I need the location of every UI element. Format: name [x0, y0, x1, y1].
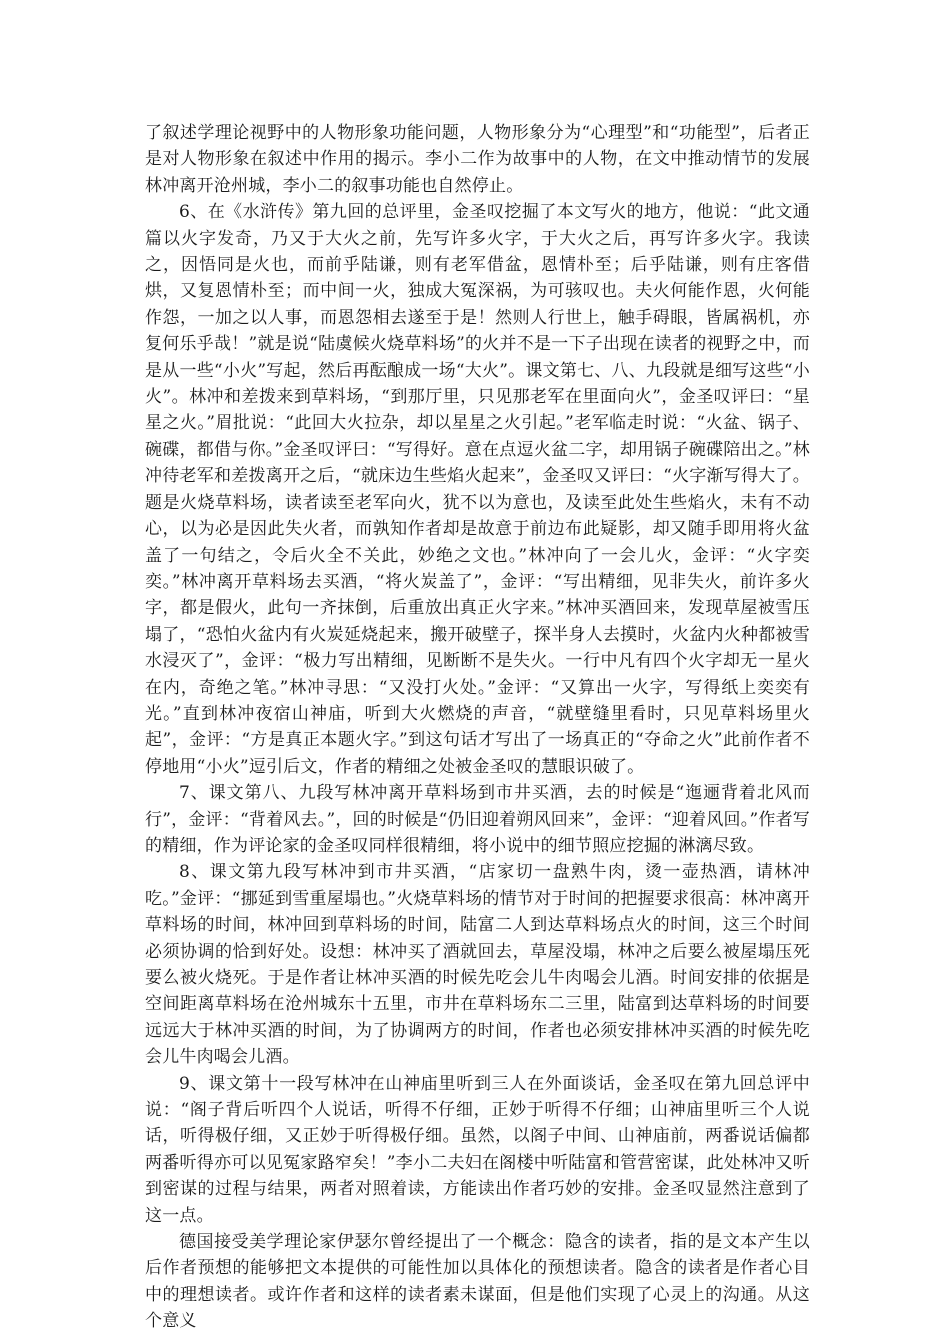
- paragraph-9-dialogue: 9、课文第十一段写林冲在山神庙里听到三人在外面谈话，金圣叹在第九回总评中说：“阁子背后听四个人说话，听得不仔细，正妙于听得不仔细；山神庙里听三个人说话，听得极仔细，又正妙于听得极仔细。虽然，以阁子中间、山神庙前，两番说话偏都两番听得亦可以见冤家路窄矣！”李小二夫妇在阁楼中听陆富和管营密谋，此处林冲又听到密谋的过程与结果，两者对照着读，方能读出作者巧妙的安排。金圣叹显然注意到了这一点。: [145, 1073, 810, 1226]
- paragraph-6-fire: 6、在《水浒传》第九回的总评里，金圣叹挖掘了本文写火的地方，他说：“此文通篇以火字发奇，乃又于大火之前，先写许多火字，于大火之后，再写许多火字。我读之，因悟同是火也，而前乎陆谦，则有老军借盆，恩情朴至；后乎陆谦，则有庄客借烘，又复恩情朴至；而中间一火，独成大冤深祸，为可骇叹也。夫火何能作恩，火何能作怨，一加之以人事，而恩怨相去遂至于是！然则人行世上，触手碍眼，皆属祸机，亦复何乐乎哉！”就是说“陆虞候火烧草料场”的火并不是一下子出现在读者的视野之中，而是从一些“小火”写起，然后再酝酿成一场“大火”。课文第七、八、九段就是细写这些“小火”。林冲和差拨来到草料场，“到那厅里，只见那老军在里面向火”，金圣叹评曰：“星星之火。”眉批说：“此回大火拉杂，却以星星之火引起。”老军临走时说：“火盆、锅子、碗碟，都借与你。”金圣叹评曰：“写得好。意在点逗火盆二字，却用锅子碗碟陪出之。”林冲待老军和差拨离开之后，“就床边生些焰火起来”，金圣叹又评曰：“火字渐写得大了。题是火烧草料场，读者读至老军向火，犹不以为意也，及读至此处生些焰火，未有不动心，以为必是因此失火者，而孰知作者却是故意于前边布此疑影，却又随手即用将火盆盖了一句结之，令后火全不关此，妙绝之文也。”林冲向了一会儿火，金评：“火字奕奕。”林冲离开草料场去买酒，“将火炭盖了”，金评：“写出精细，见非失火，前许多火字，都是假火，此句一齐抹倒，后重放出真正火字来。”林冲买酒回来，发现草屋被雪压塌了，“恐怕火盆内有火炭延烧起来，搬开破壁子，探半身人去摸时，火盆内火种都被雪水浸灭了”，金评：“极力写出精细，见断断不是失火。一行中凡有四个火字却无一星火在内，奇绝之笔。”林冲寻思：“又没打火处。”金评：“又算出一火字，写得纸上奕奕有光。”直到林冲夜宿山神庙，听到大火燃烧的声音，“就壁缝里看时，只见草料场里火起”，金评：“方是真正本题火字。”到这句话才写出了一场真正的“夺命之火”此前作者不停地用“小火”逗引后文，作者的精细之处被金圣叹的慧眼识破了。: [145, 202, 810, 777]
- paragraph-8-time: 8、课文第九段写林冲到市井买酒，“店家切一盘熟牛肉，烫一壶热酒，请林冲吃。”金评：“挪延到雪重屋塌也。”火烧草料场的情节对于时间的把握要求很高：林冲离开草料场的时间，林冲回到草料场的时间，陆富二人到达草料场点火的时间，这三个时间必须协调的恰到好处。设想：林冲买了酒就回去，草屋没塌，林冲之后要么被屋塌压死要么被火烧死。于是作者让林冲买酒的时候先吃会儿牛肉喝会儿酒。时间安排的依据是空间距离草料场在沧州城东十五里，市井在草料场东二三里，陆富到达草料场的时间要远远大于林冲买酒的时间，为了协调两方的时间，作者也必须安排林冲买酒的时候先吃会儿牛肉喝会儿酒。: [145, 862, 810, 1068]
- paragraph-implied-reader: 德国接受美学理论家伊瑟尔曾经提出了一个概念：隐含的读者，指的是文本产生以后作者预想的能够把文本提供的可能性加以具体化的预想读者。隐含的读者是作者心目中的理想读者。或许作者和这样的读者素未谋面，但是他们实现了心灵上的沟通。从这个意义: [145, 1232, 810, 1332]
- document-body: [145, 120, 810, 1335]
- paragraph-7-wind: 7、课文第八、九段写林冲离开草料场到市井买酒，去的时候是“迤逦背着北风而行”，金评：“背着风去。”，回的时候是“仍旧迎着朔风回来”，金评：“迎着风回。”作者写的精细，作为评论家的金圣叹同样很精细，将小说中的细节照应挖掘的淋漓尽致。: [145, 783, 810, 856]
- paragraph-continuation: 了叙述学理论视野中的人物形象功能问题，人物形象分为“心理型”和“功能型”，后者正是对人物形象在叙述中作用的揭示。李小二作为故事中的人物，在文中推动情节的发展林冲离开沧州城，李小二的叙事功能也自然停止。: [145, 123, 810, 196]
